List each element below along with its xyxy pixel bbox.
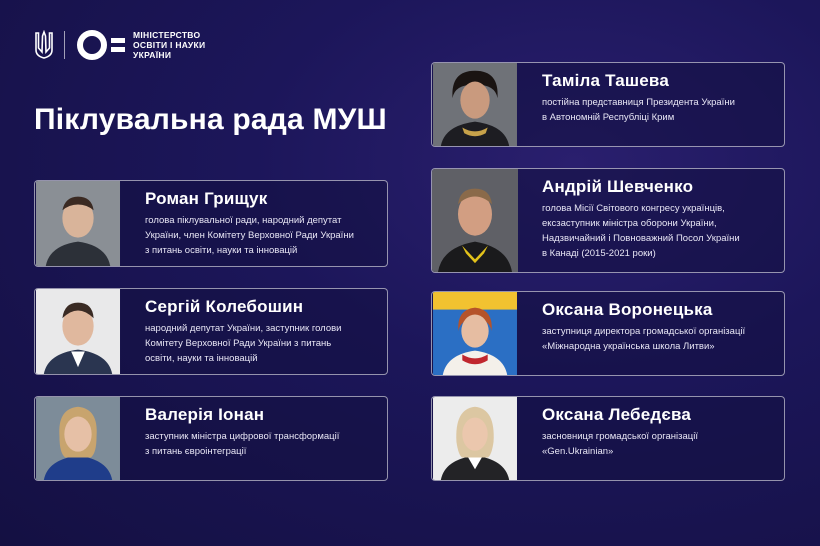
person-portrait-icon <box>35 181 121 266</box>
page-title: Піклувальна рада МУШ <box>34 103 387 136</box>
member-name: Сергій Колебошин <box>145 297 304 316</box>
person-portrait-icon <box>432 397 518 480</box>
member-description: заступник міністра цифрової трансформації з питань євроінтеграції <box>145 431 340 457</box>
member-card-hryshchuk <box>34 180 388 267</box>
header-separator <box>64 31 65 59</box>
member-description: заступниця директора громадської організації «Міжнародна українська школа Литви» <box>542 326 746 352</box>
person-portrait-icon <box>35 397 121 480</box>
member-photo <box>432 292 518 375</box>
member-card-tasheva <box>431 62 785 147</box>
member-name: Валерія Іонан <box>145 405 265 424</box>
ministry-name: МІНІСТЕРСТВО ОСВІТИ І НАУКИ УКРАЇНИ <box>133 30 206 60</box>
member-name: Таміла Ташева <box>542 71 670 90</box>
person-portrait-icon <box>432 169 518 272</box>
member-name: Оксана Воронецька <box>542 300 713 319</box>
person-portrait-icon <box>35 289 121 374</box>
member-name: Андрій Шевченко <box>542 177 694 196</box>
member-description: засновниця громадської організації «Gen.Ukrainian» <box>542 431 698 457</box>
member-description: постійна представниця Президента України в Автономній Республіці Крим <box>542 97 735 123</box>
header <box>34 29 205 61</box>
member-card-lebedieva <box>431 396 785 481</box>
member-card-shevchenko <box>431 168 785 273</box>
member-description: народний депутат України, заступник голови Комітету Верховної Ради України з питань освіти, науки та інновацій <box>145 323 342 364</box>
member-photo <box>432 63 518 146</box>
trident-icon <box>34 30 54 60</box>
member-photo <box>35 181 121 266</box>
person-portrait-icon <box>432 63 518 146</box>
member-card-ionan <box>34 396 388 481</box>
member-photo <box>35 289 121 374</box>
member-photo <box>432 169 518 272</box>
member-name: Роман Грищук <box>145 189 268 208</box>
member-card-voronetska <box>431 291 785 376</box>
member-photo <box>432 397 518 480</box>
ministry-logo-icon <box>77 30 125 60</box>
member-description: голова Місії Світового конгресу українців, ексзаступник міністра оборони України, Надзвичайний і Повноважний Посол України в Канаді (2015-2021 роки) <box>542 203 740 259</box>
member-description: голова піклувальної ради, народний депутат України, член Комітету Верховної Ради України з питань освіти, науки та інновацій <box>145 215 354 256</box>
member-name: Оксана Лебедєва <box>542 405 692 424</box>
member-photo <box>35 397 121 480</box>
member-card-koleboshyn <box>34 288 388 375</box>
person-portrait-icon <box>432 292 518 375</box>
